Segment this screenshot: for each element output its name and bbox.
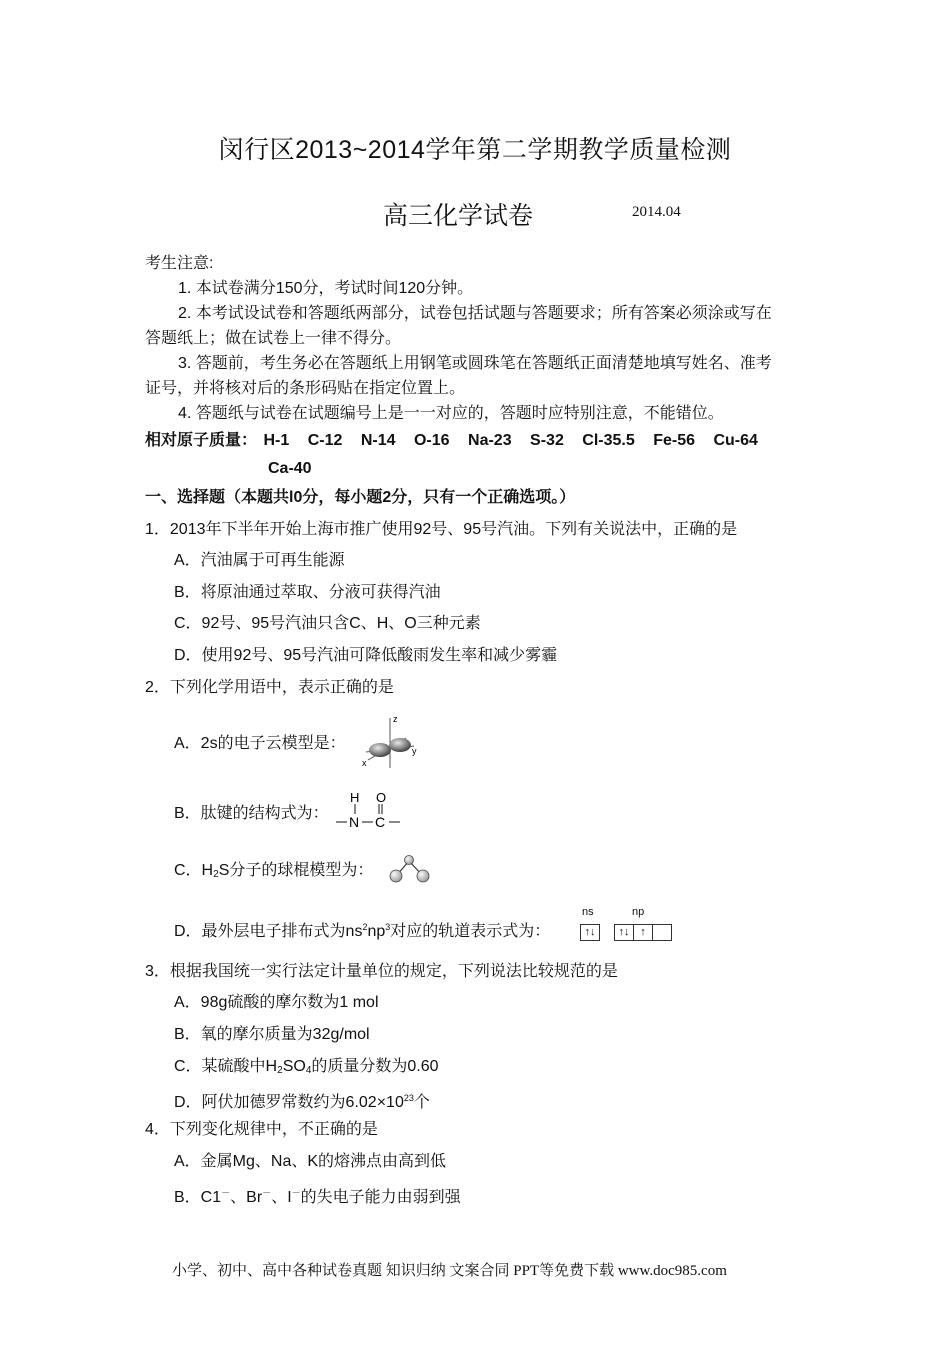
q2-option-c: [174, 859, 373, 887]
section-heading: 一、选择题（本题共l0分，每小题2分，只有一个正确选项。）: [145, 489, 576, 506]
q3-c-text-pre: C．某硫酸中H: [174, 1058, 278, 1075]
q2-d-superscript: 3: [385, 922, 391, 932]
orbital-box-p: ↑↓: [614, 924, 634, 941]
q3-option-a: A．98g硫酸的摩尔数为1 mol: [174, 994, 379, 1011]
atom-hydrogen: [390, 870, 402, 882]
atomic-mass-line: [145, 427, 758, 450]
q2-d-text-pre: D．最外层电子排布式为ns: [174, 923, 363, 940]
orbital-lobe-right: [389, 738, 411, 752]
atom-hydrogen: [417, 870, 429, 882]
atom-sulfur: [405, 856, 414, 865]
notice-item-4: 4. 答题纸与试卷在试题编号上是一一对应的，答题时应特别注意，不能错位。: [178, 405, 724, 422]
q2-stem: 2．下列化学用语中，表示正确的是: [145, 679, 394, 696]
orbital-label-ns: ns: [582, 906, 594, 918]
peptide-bond-structure: [334, 788, 406, 832]
q1-option-d: D．使用92号、95号汽油可降低酸雨发生率和减少雾霾: [174, 647, 558, 664]
orbital-lobe-left: [369, 743, 391, 757]
atom-n: N: [349, 814, 360, 830]
q2-d-text-mid: np: [367, 923, 386, 940]
orbital-box-s: ↑↓: [580, 924, 600, 941]
exam-date: 2014.04: [632, 204, 681, 220]
q4-b-superscript: －: [221, 1188, 231, 1198]
atomic-mass-last: Ca-40: [268, 460, 312, 477]
q4-b-text-mid: 、Br: [230, 1189, 263, 1206]
q1-option-c: C．92号、95号汽油只含C、H、O三种元素: [174, 615, 481, 632]
q4-b-superscript: －: [262, 1188, 272, 1198]
q3-option-b: B．氧的摩尔质量为32g/mol: [174, 1026, 370, 1043]
footer-text: 小学、初中、高中各种试卷真题 知识归纳 文案合同 PPT等免费下载 www.doc985.com: [172, 1263, 727, 1279]
axis-label-y: y: [412, 746, 417, 756]
h2s-ball-stick-model: [386, 852, 434, 886]
q4-b-text-mid: 、I: [271, 1189, 292, 1206]
q2-c-text-pre: C．H: [174, 862, 214, 879]
notice-item-2b: 答题纸上；做在试卷上一律不得分。: [145, 330, 402, 347]
q2-c-text-post: S分子的球棍模型为：: [218, 862, 374, 879]
q2-d-superscript: 2: [362, 922, 368, 932]
q3-d-superscript: 23: [403, 1093, 414, 1103]
q3-d-text-post: 个: [413, 1094, 430, 1111]
atomic-mass-value: Fe-56: [653, 432, 696, 449]
q4-b-text-post: 的失电子能力由弱到强: [300, 1189, 461, 1206]
atomic-mass-value: N-14: [360, 432, 396, 449]
axis-label-z: z: [393, 714, 398, 724]
atom-h: H: [350, 790, 360, 805]
q2-c-subscript: 2: [213, 869, 219, 880]
atomic-mass-value: C-12: [307, 432, 343, 449]
exam-subtitle: 高三化学试卷: [383, 202, 534, 230]
q3-stem: 3．根据我国统一实行法定计量单位的规定，下列说法比较规范的是: [145, 963, 618, 980]
atomic-mass-value: O-16: [413, 432, 450, 449]
q4-stem: 4．下列变化规律中，不正确的是: [145, 1121, 378, 1138]
atom-o: O: [376, 790, 387, 805]
q3-c-text-post: 的质量分数为0.60: [311, 1058, 439, 1075]
q1-option-a: A．汽油属于可再生能源: [174, 552, 345, 569]
q4-b-text-pre: B．C1: [174, 1189, 222, 1206]
atomic-mass-value: Cu-64: [713, 432, 758, 449]
q3-d-text-pre: D．阿伏加德罗常数约为6.02×10: [174, 1094, 404, 1111]
orbital-box-diagram: [580, 924, 672, 942]
atomic-mass-label: 相对原子质量：: [145, 432, 258, 449]
notice-item-3b: 证号，并将核对后的条形码贴在指定位置上。: [145, 380, 466, 397]
notice-item-1: 1. 本试卷满分150分，考试时间120分钟。: [178, 280, 474, 297]
q2-option-b: B．肽键的结构式为：: [174, 805, 329, 822]
q2-option-a: A．2s的电子云模型是：: [174, 735, 346, 752]
q3-c-subscript: 2: [277, 1065, 283, 1076]
q3-option-c: [174, 1055, 439, 1083]
atomic-mass-value: Cl-35.5: [582, 432, 635, 449]
atomic-mass-value: Na-23: [468, 432, 512, 449]
orbital-label-np: np: [632, 906, 645, 918]
q1-option-b: B．将原油通过萃取、分液可获得汽油: [174, 584, 441, 601]
exam-title: 闵行区2013~2014学年第二学期教学质量检测: [218, 136, 732, 164]
q4-b-superscript: －: [291, 1188, 301, 1198]
atomic-mass-value: S-32: [530, 432, 564, 449]
axis-label-x: x: [362, 758, 367, 768]
notice-item-3a: 3. 答题前，考生务必在答题纸上用钢笔或圆珠笔在答题纸正面清楚地填写姓名、准考: [178, 355, 772, 372]
notice-heading: 考生注意:: [145, 255, 214, 272]
p-orbital-diagram: [358, 712, 422, 770]
orbital-box-p: ↑: [634, 924, 653, 941]
atom-c: C: [375, 814, 386, 830]
q1-stem: 1．2013年下半年开始上海市推广使用92号、95号汽油。下列有关说法中，正确的是: [145, 521, 738, 538]
orbital-box-p: [653, 924, 672, 941]
atomic-mass-value: H-1: [263, 432, 290, 449]
q3-c-subscript: 4: [305, 1065, 312, 1076]
q4-option-b: [174, 1181, 461, 1210]
notice-item-2a: 2. 本考试设试卷和答题纸两部分，试卷包括试题与答题要求；所有答案必须涂或写在: [178, 305, 772, 322]
q4-option-a: A．金属Mg、Na、K的熔沸点由高到低: [174, 1153, 447, 1170]
q2-option-d: [174, 915, 550, 944]
q2-d-text-post: 对应的轨道表示式为：: [390, 923, 551, 940]
q3-option-d: [174, 1086, 430, 1115]
q3-c-text-mid: SO: [282, 1058, 306, 1075]
